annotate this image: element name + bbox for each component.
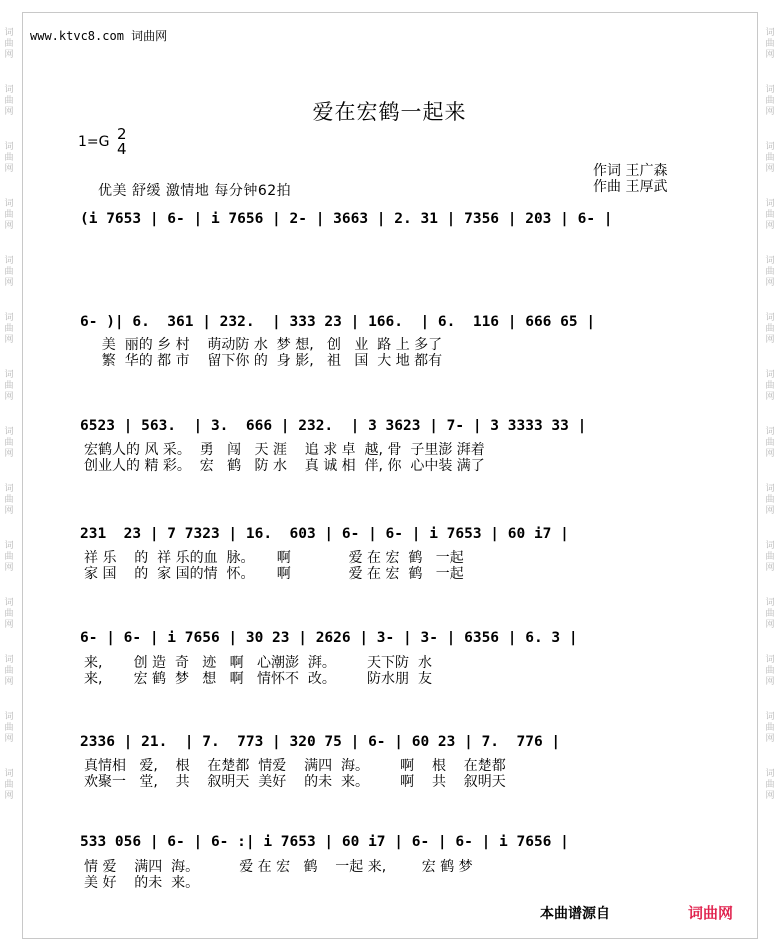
lyricist: 作词 王广森 [593, 163, 668, 179]
notation-row-7: 533 056 | 6- | 6- :| i 7653 | 60 i7 | 6- | 6- | i 7656 | [80, 834, 569, 850]
composer: 作曲 王厚武 [593, 179, 668, 195]
lyric-row-7a: 情 爱 满四 海。 爱 在 宏 鹤 一起 来, 宏 鹤 梦 [84, 859, 473, 875]
lyric-row-5a: 来, 创 造 奇 迹 啊 心潮澎 湃。 天下防 水 [84, 655, 432, 671]
credits [593, 163, 667, 195]
watermark-glyph: 词 曲 网 [4, 484, 14, 516]
notation-row-2: 6- )| 6. 361 | 232. | 333 23 | 166. | 6. 116 | 666 65 | [80, 314, 596, 330]
lyric-row-4a: 祥 乐 的 祥 乐的血 脉。 啊 爱 在 宏 鹤 一起 [84, 550, 464, 566]
notation-row-6: 2336 | 21. | 7. 773 | 320 75 | 6- | 60 23 | 7. 776 | [80, 734, 561, 750]
key-signature [78, 127, 127, 157]
lyric-row-2a: 美 丽的 乡 村 萌动防 水 梦 想, 创 业 路 上 多了 [84, 337, 443, 353]
watermark-glyph: 词 曲 网 [4, 655, 14, 687]
watermark-glyph: 词 曲 网 [4, 85, 14, 117]
watermark-glyph: 词 曲 网 [765, 769, 775, 801]
left-watermark-strip [0, 0, 18, 949]
source-label: 本曲谱源自 [540, 906, 610, 922]
watermark-glyph: 词 曲 网 [765, 142, 775, 174]
time-top: 2 [116, 125, 127, 143]
watermark-glyph: 词 曲 网 [4, 370, 14, 402]
watermark-glyph: 词 曲 网 [765, 655, 775, 687]
watermark-glyph: 词 曲 网 [4, 256, 14, 288]
watermark-glyph: 词 曲 网 [4, 769, 14, 801]
lyric-row-4b: 家 国 的 家 国的情 怀。 啊 爱 在 宏 鹤 一起 [84, 566, 464, 582]
time-bottom: 4 [116, 140, 127, 158]
watermark-glyph: 词 曲 网 [765, 28, 775, 60]
notation-row-5: 6- | 6- | i 7656 | 30 23 | 2626 | 3- | 3- | 6356 | 6. 3 | [80, 630, 578, 646]
lyric-row-6b: 欢聚一 堂, 共 叙明天 美好 的未 来。 啊 共 叙明天 [84, 774, 506, 790]
score-page [22, 12, 758, 939]
watermark-glyph: 词 曲 网 [765, 484, 775, 516]
watermark-glyph: 词 曲 网 [4, 313, 14, 345]
notation-row-1: (i 7653 | 6- | i 7656 | 2- | 3663 | 2. 31 | 7356 | 203 | 6- | [80, 211, 613, 227]
watermark-glyph: 词 曲 网 [4, 199, 14, 231]
watermark-glyph: 词 曲 网 [765, 85, 775, 117]
lyric-row-6a: 真情相 爱, 根 在楚都 情爱 满四 海。 啊 根 在楚都 [84, 758, 506, 774]
site-logo[interactable]: 词曲网 [688, 904, 734, 922]
watermark-glyph: 词 曲 网 [4, 28, 14, 60]
watermark-glyph: 词 曲 网 [765, 313, 775, 345]
notation-row-3: 6523 | 563. | 3. 666 | 232. | 3 3623 | 7- | 3 3333 33 | [80, 418, 587, 434]
site-url: www.ktvc8.com 词曲网 [30, 29, 168, 43]
lyric-row-5b: 来, 宏 鹤 梦 想 啊 情怀不 改。 防水朋 友 [84, 671, 432, 687]
song-title: 爱在宏鹤一起来 [312, 100, 467, 124]
right-watermark-strip [761, 0, 779, 949]
lyric-row-2b: 繁 华的 都 市 留下你 的 身 影, 祖 国 大 地 都有 [84, 353, 443, 369]
tempo-marking: 优美 舒缓 激情地 每分钟62拍 [98, 183, 292, 199]
watermark-glyph: 词 曲 网 [4, 427, 14, 459]
watermark-glyph: 词 曲 网 [765, 712, 775, 744]
notation-row-4: 231 23 | 7 7323 | 16. 603 | 6- | 6- | i 7653 | 60 i7 | [80, 526, 569, 542]
watermark-glyph: 词 曲 网 [765, 370, 775, 402]
key-label: 1=G [78, 134, 110, 150]
watermark-glyph: 词 曲 网 [4, 142, 14, 174]
watermark-glyph: 词 曲 网 [765, 598, 775, 630]
lyric-row-3b: 创业人的 精 彩。 宏 鹤 防 水 真 诚 相 伴, 你 心中装 满了 [84, 458, 485, 474]
lyric-row-7b: 美 好 的未 来。 [84, 875, 200, 891]
time-signature [117, 127, 127, 157]
watermark-glyph: 词 曲 网 [765, 199, 775, 231]
watermark-glyph: 词 曲 网 [765, 541, 775, 573]
watermark-glyph: 词 曲 网 [4, 712, 14, 744]
watermark-glyph: 词 曲 网 [4, 541, 14, 573]
watermark-glyph: 词 曲 网 [765, 256, 775, 288]
lyric-row-3a: 宏鹤人的 风 采。 勇 闯 天 涯 追 求 卓 越, 骨 子里澎 湃着 [84, 442, 485, 458]
watermark-glyph: 词 曲 网 [765, 427, 775, 459]
watermark-glyph: 词 曲 网 [4, 598, 14, 630]
